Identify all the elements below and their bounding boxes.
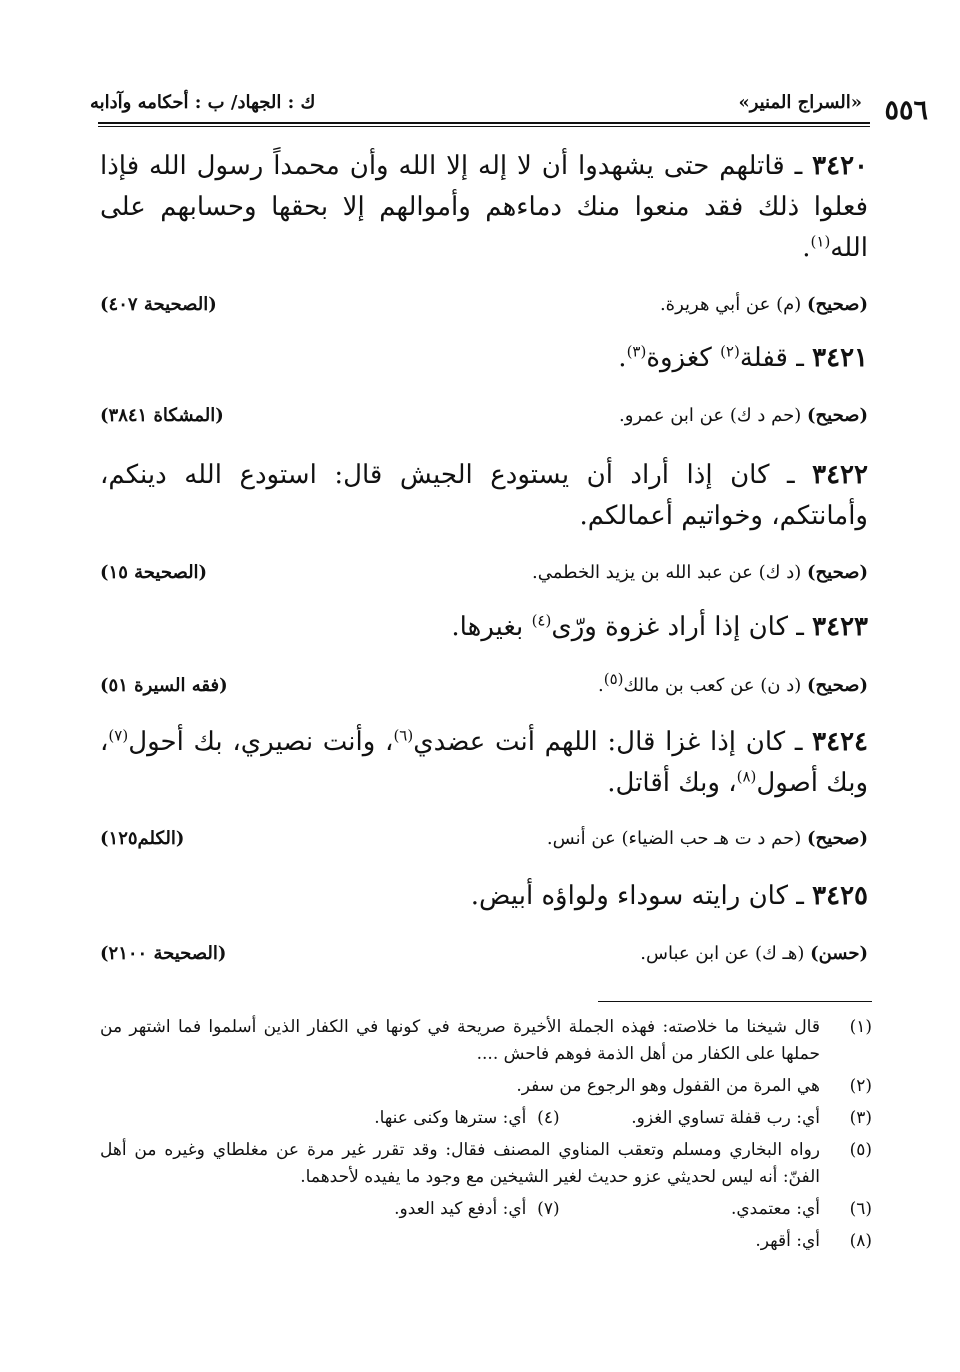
grade-label: (صحيح) [807, 828, 868, 849]
footnote-number: (٦) [849, 1199, 872, 1219]
hadith-body: كان إذا أراد غزوة ورّى [551, 612, 788, 642]
footnote-text: أي: رب قفلة تساوي الغزو. [631, 1108, 820, 1128]
hadith-body: قفلة [739, 343, 788, 373]
footnote-number: (٢) [849, 1076, 872, 1096]
footnote-text: أي: أدفع كيد العدو. [394, 1199, 527, 1219]
grade-main [598, 670, 868, 696]
hadith-3423 [100, 607, 868, 648]
grade-label: (حسن) [810, 943, 868, 964]
grade-line-3421 [100, 405, 868, 435]
grade-label: (صحيح) [807, 675, 868, 696]
grade-label: (صحيح) [807, 405, 868, 426]
hadith-body: كان إذا أراد أن يستودع الجيش قال: استودع الله دينكم، وأمانتكم، وخواتيم أعمالكم. [100, 460, 868, 531]
hadith-3425 [100, 876, 868, 917]
grade-main [532, 562, 868, 583]
header-rule-thin [98, 126, 870, 127]
grade-line-3424 [100, 828, 868, 858]
footnote-text: أي: معتمدي. [730, 1199, 820, 1219]
footnote-ref: (٨) [736, 767, 757, 786]
hadith-body: ، وأنت نصيري، بك أحول [128, 727, 394, 757]
footnote-1 [100, 1014, 872, 1068]
hadith-3421 [100, 338, 868, 379]
grade-source: (م) عن أبي هريرة. [659, 294, 802, 315]
footnote-text: قال شيخنا ما خلاصته: فهذه الجملة الأخيرة صريحة في كونها في الكفار الذين أسلموا فما اشتهر من حملها على الكفار من أهل الذمة فوهم فاحش .... [100, 1017, 820, 1064]
section-title: ك : الجهاد/ ب : أحكامه وآدابه [90, 92, 316, 113]
hadith-text: ٣٤٢٢ ـ كان إذا أراد أن يستودع الجيش قال: استودع الله دينكم، وأمانتكم، وخواتيم أعمالكم. [100, 460, 868, 531]
grade-main [619, 405, 868, 426]
footnote-separator [598, 1001, 872, 1002]
hadith-body: قاتلهم حتى يشهدوا أن لا إله إلا الله وأن محمداً رسول الله فإذا فعلوا ذلك فقد منعوا منك دماءهم وأموالهم إلا بحقها وحسابهم على الله [100, 151, 868, 263]
footnote-ref: (١) [810, 232, 831, 251]
footnote-6-7 [100, 1196, 872, 1223]
footnote-number: (٤) [537, 1108, 560, 1128]
footnote-ref: (٤) [531, 611, 552, 630]
hadith-text: ٣٤٢٤ ـ كان إذا غزا قال: اللهم أنت عضدي$^{(٦)}$، وأنت نصيري، بك أحول$^{(٧)}$، وبك أصول$^{(٨)}$، وبك أقاتل. [100, 726, 869, 798]
grade-main [640, 943, 868, 964]
hadith-number: ٣٤٢١ [812, 343, 868, 373]
hadith-body: كان إذا غزا قال: اللهم أنت عضدي [413, 727, 786, 757]
grade-reference: (فقه السيرة ٥١) [100, 675, 228, 696]
header-rule [98, 122, 870, 124]
hadith-number: ٣٤٢٠ [812, 151, 868, 181]
grade-line-3425 [100, 943, 868, 973]
footnote-text: رواه البخاري ومسلم وتعقب المناوي المصنف فقال: وقد تقرر غير مرة عن مغلطاي وغيره من أهل الفنّ: أنه ليس لحديثي عزو حديث لغير الشيخين مع وجود ما يفيده لأحدهما. [100, 1140, 820, 1187]
hadith-3422 [100, 455, 868, 537]
grade-source: (د ك) عن عبد الله بن يزيد الخطمي. [532, 562, 802, 583]
footnote-text: أي: سترها وكنى عنها. [374, 1108, 527, 1128]
grade-label: (صحيح) [807, 562, 868, 583]
footnote-text: أي: أقهر. [755, 1231, 820, 1251]
footnote-ref: (٥) [603, 670, 624, 688]
grade-line-3422 [100, 562, 868, 592]
hadith-end: . [618, 343, 627, 373]
footnote-ref: (٦) [393, 726, 414, 745]
book-title: «السراج المنير» [738, 92, 862, 113]
footnote-2 [100, 1073, 872, 1100]
grade-reference: (الصحيحة ١٥) [100, 562, 208, 583]
footnote-text: هي المرة من القفول وهو الرجوع من سفر. [516, 1076, 820, 1096]
hadith-text: ٣٤٢٠ ـ قاتلهم حتى يشهدوا أن لا إله إلا الله وأن محمداً رسول الله فإذا فعلوا ذلك فقد منعوا منك دماءهم وأموالهم إلا بحقها وحسابهم على الله$^{(١)}$. [100, 151, 868, 263]
hadith-number: ٣٤٢٤ [812, 727, 869, 757]
hadith-body: كان رايته سوداء ولواؤه أبيض. [470, 881, 788, 911]
footnote-number: (٣) [849, 1108, 872, 1128]
hadith-number: ٣٤٢٥ [812, 881, 868, 911]
footnote-ref: (٢) [720, 342, 740, 361]
footnote-number: (٥) [849, 1140, 872, 1160]
grade-main [547, 828, 868, 849]
footnote-ref: (٣) [626, 342, 647, 361]
grade-source: (هـ ك) عن ابن عباس. [640, 943, 805, 964]
grade-reference: (الكلم١٢٥) [100, 828, 185, 849]
grade-line-3423 [100, 670, 868, 705]
hadith-number: ٣٤٢٣ [812, 612, 868, 642]
grade-end: . [598, 675, 604, 696]
hadith-body: ، وبك أصول [100, 727, 868, 798]
hadith-text: ٣٤٢٥ ـ كان رايته سوداء ولواؤه أبيض. [470, 881, 868, 911]
hadith-text: ٣٤٢٣ ـ كان إذا أراد غزوة ورّى$^{(٤)}$ بغيرها. [451, 611, 868, 642]
footnote-8 [100, 1228, 872, 1255]
hadith-number: ٣٤٢٢ [812, 460, 868, 490]
footnote-ref: (٧) [108, 726, 129, 745]
hadith-3424 [100, 722, 868, 804]
footnote-number: (٧) [537, 1199, 560, 1219]
hadith-end: . [802, 233, 811, 263]
hadith-body: بغيرها. [451, 612, 524, 642]
footnote-5 [100, 1137, 872, 1191]
grade-source: (حم د ت هـ حب الضياء) عن أنس. [546, 828, 802, 849]
hadith-body: ، وبك أقاتل. [607, 768, 737, 798]
grade-line-3420 [100, 294, 868, 324]
hadith-body: كغزوة [646, 343, 712, 373]
grade-reference: (المشكاة ٣٨٤١) [100, 405, 224, 426]
grade-main [660, 294, 868, 315]
footnotes [100, 1014, 872, 1260]
grade-source: (حم د ك) عن ابن عمرو. [619, 405, 802, 426]
page-number: ٥٥٦ [884, 95, 928, 126]
hadith-3420 [100, 146, 868, 269]
hadith-text: ٣٤٢١ ـ قفلة$^{(٢)}$ كغزوة$^{(٣)}$. [618, 342, 868, 373]
grade-label: (صحيح) [807, 294, 868, 315]
footnote-3-4 [100, 1105, 872, 1132]
grade-reference: (الصحيحة ٤٠٧) [100, 294, 217, 315]
footnote-number: (٨) [849, 1231, 872, 1251]
grade-source: (د ن) عن كعب بن مالك [623, 675, 802, 696]
grade-reference: (الصحيحة ٢١٠٠) [100, 943, 227, 964]
footnote-number: (١) [849, 1017, 872, 1037]
